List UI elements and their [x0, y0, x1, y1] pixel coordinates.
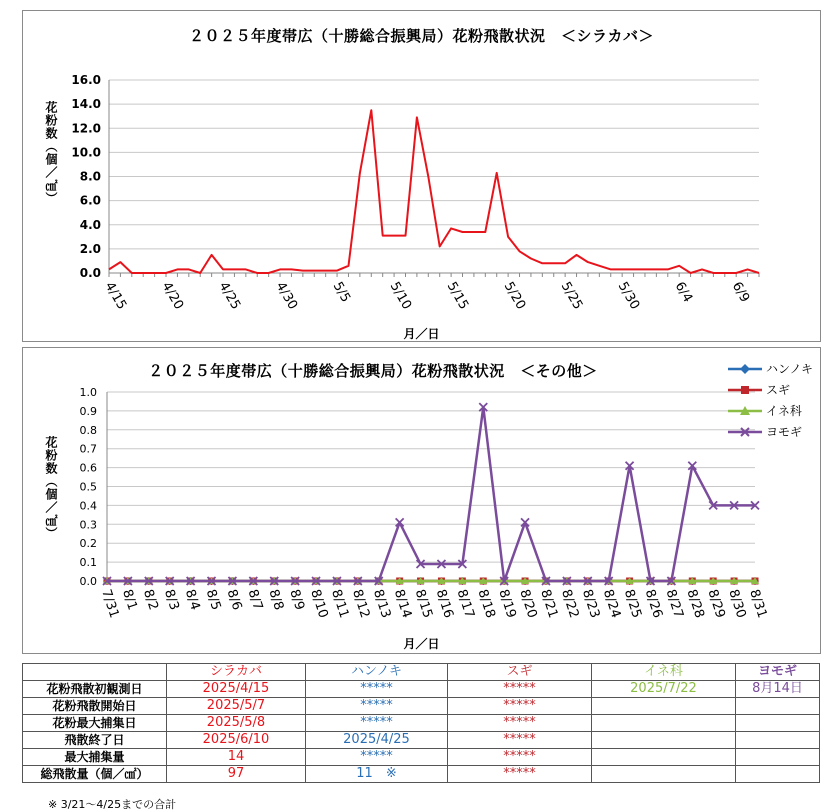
x-tick-label: 8/24: [599, 587, 624, 621]
y-tick-label: 0.0: [79, 575, 97, 588]
x-tick-label: 8/9: [286, 587, 308, 613]
table-cell: *****: [306, 681, 448, 698]
y-tick-label: 0.2: [79, 537, 97, 551]
table-cell: 8月14日: [736, 681, 820, 698]
table-row: [23, 732, 820, 749]
table-cell: 14: [167, 749, 306, 766]
x-tick-label: 8/28: [683, 587, 707, 621]
x-tick-label: 8/18: [474, 587, 498, 621]
table-cell: 2025/4/15: [167, 681, 306, 698]
x-tick-label: 5/5: [329, 279, 354, 306]
y-tick-label: 8.0: [79, 169, 101, 184]
y-tick-label: 0.1: [79, 556, 97, 570]
y-tick-label: 16.0: [71, 73, 101, 87]
table-header: [23, 664, 167, 681]
table-cell: 2025/5/8: [167, 715, 306, 732]
y-tick-label: 0.4: [79, 499, 97, 513]
row-label: 花粉最大捕集日: [23, 715, 167, 732]
x-tick-label: 8/13: [369, 587, 394, 621]
other-pollen-plot: [23, 348, 820, 653]
table-cell: 2025/7/22: [592, 681, 736, 698]
table-header: スギ: [448, 664, 592, 681]
x-tick-label: 7/31: [98, 587, 122, 621]
table-row: [23, 715, 820, 732]
table-cell: *****: [306, 715, 448, 732]
y-tick-label: 0.9: [79, 404, 97, 418]
y-tick-label: 0.7: [79, 442, 97, 456]
table-cell: [736, 698, 820, 715]
y-tick-label: 6.0: [79, 193, 101, 208]
x-tick-label: 8/22: [558, 587, 582, 621]
legend-item-hannoki: [728, 358, 818, 379]
table-cell: [592, 766, 736, 783]
chart-title: ２０２５年度帯広（十勝総合振興局）花粉飛散状況 ＜シラカバ＞: [188, 27, 654, 45]
y-tick-label: 0.5: [79, 480, 97, 494]
y-tick-label: 12.0: [71, 121, 101, 136]
table-cell: *****: [448, 732, 592, 749]
legend-label: ハンノキ: [766, 362, 814, 376]
legend-label: スギ: [766, 383, 791, 397]
table-cell: 2025/4/25: [306, 732, 448, 749]
table-cell: *****: [306, 698, 448, 715]
legend: [728, 358, 818, 442]
table-cell: 97: [167, 766, 306, 783]
x-tick-label: 8/23: [578, 587, 603, 621]
x-tick-label: 8/15: [411, 587, 436, 621]
x-tick-label: 8/6: [223, 587, 245, 613]
legend-item-ine: [728, 400, 818, 421]
x-tick-label: 4/25: [215, 279, 244, 313]
x-marker-icon: [728, 426, 762, 438]
x-tick-label: 8/3: [160, 587, 182, 613]
x-tick-label: 5/30: [614, 279, 643, 313]
row-label: 花粉飛散初観測日: [23, 681, 167, 698]
x-tick-label: 8/17: [453, 587, 477, 621]
x-tick-label: 5/15: [443, 279, 472, 313]
x-axis-label: 月／日: [403, 327, 440, 341]
x-tick-label: 8/27: [662, 587, 686, 621]
x-tick-label: 8/8: [265, 587, 287, 613]
legend-label: イネ科: [766, 404, 802, 418]
y-tick-label: 0.6: [79, 461, 97, 475]
x-tick-label: 5/10: [386, 279, 415, 313]
x-tick-label: 8/31: [746, 587, 770, 621]
x-tick-label: 5/20: [500, 279, 529, 313]
table-header-row: [23, 664, 820, 681]
y-tick-label: 0.3: [79, 518, 97, 532]
x-tick-label: 8/1: [119, 587, 140, 613]
series-line-yomogi: [107, 407, 755, 581]
table-cell: [592, 698, 736, 715]
x-tick-label: 8/25: [620, 587, 645, 621]
table-cell: [592, 749, 736, 766]
table-cell: 2025/5/7: [167, 698, 306, 715]
row-label: 飛散終了日: [23, 732, 167, 749]
x-tick-label: 8/4: [181, 587, 203, 613]
x-tick-label: 8/10: [307, 587, 331, 621]
table-row: [23, 749, 820, 766]
x-tick-label: 8/19: [495, 587, 519, 621]
square-marker-icon: [728, 384, 762, 396]
footnote: ※ 3/21～4/25までの合計: [48, 798, 177, 811]
x-tick-label: 8/16: [432, 587, 456, 621]
table-cell: *****: [448, 698, 592, 715]
x-tick-label: 8/26: [641, 587, 665, 621]
table-cell: [592, 715, 736, 732]
x-tick-label: 8/30: [725, 587, 749, 621]
x-tick-label: 8/14: [390, 587, 415, 621]
x-tick-label: 6/4: [671, 279, 696, 306]
table-header: ハンノキ: [306, 664, 448, 681]
table-header: シラカバ: [167, 664, 306, 681]
shirakaba-chart-panel: [22, 10, 821, 342]
x-tick-label: 4/15: [101, 279, 130, 313]
x-tick-label: 4/20: [158, 279, 187, 313]
table-cell: 11 ※: [306, 766, 448, 783]
table-cell: 2025/6/10: [167, 732, 306, 749]
legend-item-yomogi: [728, 421, 818, 442]
table-cell: *****: [448, 749, 592, 766]
chart-title: ２０２５年度帯広（十勝総合振興局）花粉飛散状況 ＜その他＞: [148, 362, 598, 380]
table-cell: *****: [448, 766, 592, 783]
table-row: [23, 766, 820, 783]
row-label: 総飛散量（個／㎠）: [23, 766, 167, 783]
triangle-marker-icon: [728, 405, 762, 417]
row-label: 花粉飛散開始日: [23, 698, 167, 715]
shirakaba-plot: [23, 11, 820, 341]
other-pollen-chart-panel: [22, 347, 821, 654]
table-cell: [736, 715, 820, 732]
x-tick-label: 8/5: [202, 587, 224, 613]
table-row: [23, 698, 820, 715]
x-tick-label: 8/21: [537, 587, 561, 621]
x-axis-label: 月／日: [403, 637, 440, 651]
y-tick-label: 2.0: [79, 241, 101, 256]
y-axis-label: 花粉数（個／㎠）: [44, 101, 58, 205]
y-tick-label: 0.8: [79, 423, 97, 437]
diamond-marker-icon: [728, 363, 762, 375]
y-axis-label: 花粉数（個／㎠）: [44, 436, 58, 540]
table-cell: *****: [306, 749, 448, 766]
table-cell: [592, 732, 736, 749]
table-body: [23, 681, 820, 783]
y-tick-label: 1.0: [79, 386, 97, 399]
y-tick-label: 10.0: [71, 145, 101, 160]
y-tick-label: 0.0: [79, 266, 101, 280]
y-tick-label: 14.0: [71, 97, 101, 112]
legend-label: ヨモギ: [766, 425, 803, 439]
table-cell: [736, 749, 820, 766]
row-label: 最大捕集量: [23, 749, 167, 766]
y-tick-label: 4.0: [79, 217, 101, 232]
summary-table: [22, 663, 820, 783]
table-row: [23, 681, 820, 698]
x-tick-label: 5/25: [557, 279, 586, 313]
x-tick-label: 8/11: [328, 587, 352, 621]
table-cell: [736, 732, 820, 749]
x-tick-label: 8/29: [704, 587, 728, 621]
x-tick-label: 8/12: [349, 587, 373, 621]
legend-item-sugi: [728, 379, 818, 400]
table-header: ヨモギ: [736, 664, 820, 681]
x-tick-label: 8/20: [516, 587, 540, 621]
x-tick-label: 8/7: [244, 587, 266, 613]
table-header: イネ科: [592, 664, 736, 681]
table-cell: *****: [448, 715, 592, 732]
table-cell: [736, 766, 820, 783]
x-tick-label: 4/30: [272, 279, 301, 313]
x-tick-label: 6/9: [728, 279, 753, 306]
table-cell: *****: [448, 681, 592, 698]
x-tick-label: 8/2: [140, 587, 161, 613]
